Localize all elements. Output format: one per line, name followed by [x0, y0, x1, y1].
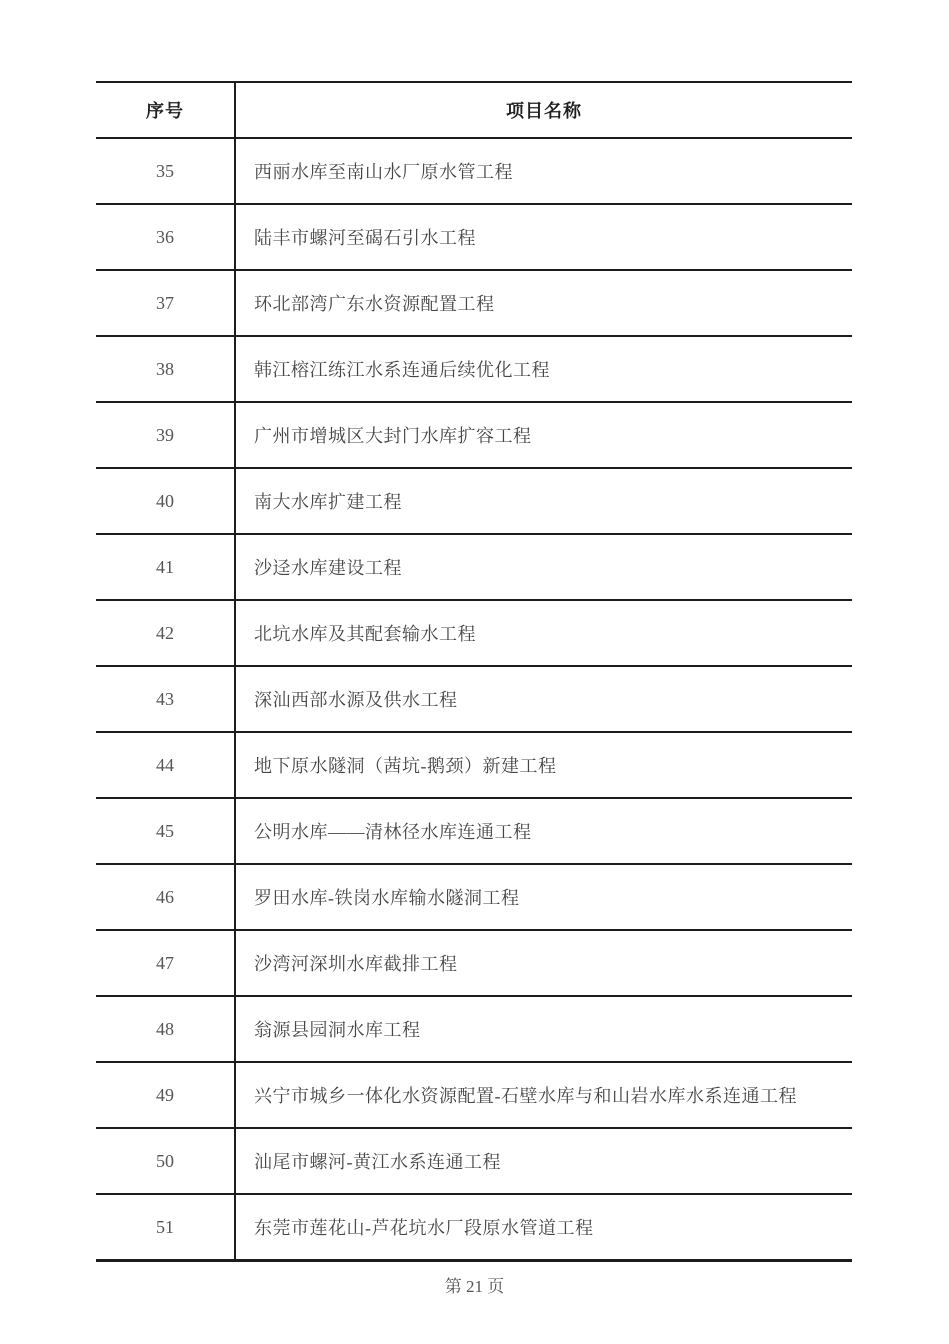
serial-number-cell: 38: [96, 336, 235, 402]
serial-number-cell: 46: [96, 864, 235, 930]
serial-number-cell: 40: [96, 468, 235, 534]
table-row: [96, 1194, 852, 1261]
project-name-cell: 深汕西部水源及供水工程: [235, 666, 852, 732]
project-name-cell: 东莞市莲花山-芦花坑水厂段原水管道工程: [235, 1194, 852, 1261]
project-name-cell: 北坑水库及其配套输水工程: [235, 600, 852, 666]
project-name-cell: 汕尾市螺河-黄江水系连通工程: [235, 1128, 852, 1194]
serial-number-cell: 35: [96, 138, 235, 204]
project-name-cell: 兴宁市城乡一体化水资源配置-石壁水库与和山岩水库水系连通工程: [235, 1062, 852, 1128]
table-row: [96, 336, 852, 402]
table-row: [96, 1062, 852, 1128]
table-row: [96, 534, 852, 600]
table-row: [96, 996, 852, 1062]
serial-number-cell: 39: [96, 402, 235, 468]
table-row: [96, 864, 852, 930]
header-row: [96, 82, 852, 138]
page-number: 第 21 页: [444, 1277, 505, 1296]
project-name-cell: 罗田水库-铁岗水库输水隧洞工程: [235, 864, 852, 930]
serial-number-cell: 51: [96, 1194, 235, 1261]
table-body: [96, 138, 852, 1261]
serial-number-cell: 42: [96, 600, 235, 666]
project-name-cell: 陆丰市螺河至碣石引水工程: [235, 204, 852, 270]
table-row: [96, 270, 852, 336]
table-header: [96, 82, 852, 138]
table-row: [96, 732, 852, 798]
project-name-cell: 广州市增城区大封门水库扩容工程: [235, 402, 852, 468]
header-serial-number: 序号: [96, 82, 235, 138]
serial-number-cell: 48: [96, 996, 235, 1062]
serial-number-cell: 37: [96, 270, 235, 336]
project-name-cell: 地下原水隧洞（茜坑-鹅颈）新建工程: [235, 732, 852, 798]
project-name-cell: 环北部湾广东水资源配置工程: [235, 270, 852, 336]
serial-number-cell: 44: [96, 732, 235, 798]
project-name-cell: 公明水库——清林径水库连通工程: [235, 798, 852, 864]
header-project-name: 项目名称: [235, 82, 852, 138]
table-row: [96, 1128, 852, 1194]
serial-number-cell: 45: [96, 798, 235, 864]
project-name-cell: 沙迳水库建设工程: [235, 534, 852, 600]
serial-number-cell: 50: [96, 1128, 235, 1194]
projects-table: [96, 81, 852, 1262]
project-name-cell: 沙湾河深圳水库截排工程: [235, 930, 852, 996]
serial-number-cell: 43: [96, 666, 235, 732]
table-row: [96, 930, 852, 996]
serial-number-cell: 36: [96, 204, 235, 270]
serial-number-cell: 47: [96, 930, 235, 996]
table-row: [96, 138, 852, 204]
serial-number-cell: 41: [96, 534, 235, 600]
table-row: [96, 666, 852, 732]
table-row: [96, 204, 852, 270]
project-name-cell: 南大水库扩建工程: [235, 468, 852, 534]
project-name-cell: 韩江榕江练江水系连通后续优化工程: [235, 336, 852, 402]
table-row: [96, 468, 852, 534]
table-row: [96, 600, 852, 666]
serial-number-cell: 49: [96, 1062, 235, 1128]
table-row: [96, 798, 852, 864]
table-row: [96, 402, 852, 468]
project-name-cell: 翁源县园洞水库工程: [235, 996, 852, 1062]
project-name-cell: 西丽水库至南山水厂原水管工程: [235, 138, 852, 204]
